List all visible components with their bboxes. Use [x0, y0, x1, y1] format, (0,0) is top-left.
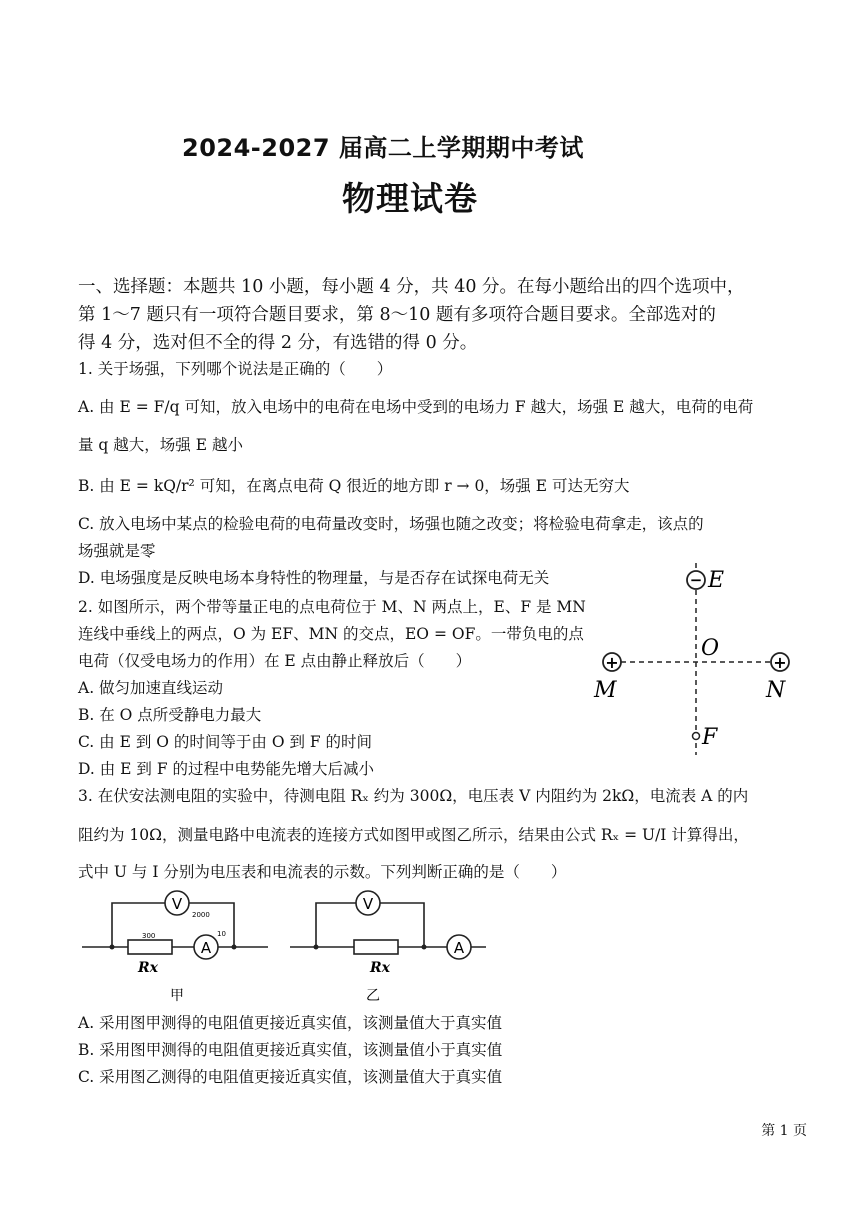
- label-o: O: [701, 636, 720, 661]
- resistor-rx: [354, 940, 398, 954]
- charge-m-sign: +: [605, 653, 619, 672]
- q1-option-c-line2: 场强就是零: [78, 542, 156, 560]
- q2-stem-line1: 2. 如图所示，两个带等量正电的点电荷位于 M、N 两点上，E、F 是 MN: [78, 598, 586, 616]
- label-e: E: [708, 568, 725, 593]
- q1-option-d: D. 电场强度是反映电场本身特性的物理量，与是否存在试探电荷无关: [78, 569, 550, 587]
- q3-stem-line2: 阻约为 10Ω，测量电路中电流表的连接方式如图甲或图乙所示，结果由公式 Rₓ = U/I 计算得出，: [78, 826, 749, 844]
- caption-yi: 乙: [366, 988, 380, 1004]
- junction-right: [232, 945, 237, 950]
- ammeter-note: 10: [217, 930, 226, 938]
- q2-option-c: C. 由 E 到 O 的时间等于由 O 到 F 的时间: [78, 733, 373, 751]
- caption-jia: 甲: [170, 988, 184, 1004]
- voltmeter-label: V: [171, 895, 183, 913]
- q1-option-a-line2: 量 q 越大，场强 E 越小: [78, 436, 243, 454]
- q3-option-c: C. 采用图乙测得的电阻值更接近真实值，该测量值大于真实值: [78, 1068, 503, 1086]
- q2-stem-line2: 连线中垂线上的两点，O 为 EF、MN 的交点，EO = OF。一带负电的点: [78, 625, 584, 643]
- junction-left: [314, 945, 319, 950]
- charge-diagram: [590, 555, 810, 760]
- q2-option-a: A. 做匀加速直线运动: [78, 679, 224, 697]
- q2-option-d: D. 由 E 到 F 的过程中电势能先增大后减小: [78, 760, 375, 778]
- charge-n-sign: +: [773, 653, 787, 672]
- q1-option-c-line1: C. 放入电场中某点的检验电荷的电荷量改变时，场强也随之改变；将检验电荷拿走，该点的: [78, 515, 704, 533]
- q3-option-a: A. 采用图甲测得的电阻值更接近真实值，该测量值大于真实值: [78, 1014, 503, 1032]
- q2-stem-line3: 电荷（仅受电场力的作用）在 E 点由静止释放后（ ）: [78, 652, 472, 670]
- resistor-label: Rx: [370, 960, 390, 976]
- circuit-yi: [290, 886, 490, 1006]
- page-title: 2024-2027 届高二上学期期中考试: [182, 134, 584, 162]
- point-f-dot: [693, 733, 700, 740]
- q3-stem-line3: 式中 U 与 I 分别为电压表和电流表的示数。下列判断正确的是（ ）: [78, 863, 567, 881]
- q1-option-a-line1: A. 由 E = F/q 可知，放入电场中的电荷在电场中受到的电场力 F 越大，场强 E 越大，电荷的电荷: [78, 398, 754, 416]
- section-heading-line1: 一、选择题：本题共 10 小题，每小题 4 分，共 40 分。在每小题给出的四个选项中，: [78, 277, 745, 297]
- q1-stem: 1. 关于场强，下列哪个说法是正确的（ ）: [78, 360, 393, 378]
- charge-e-sign: −: [689, 571, 703, 589]
- page-number: 第 1 页: [761, 1123, 807, 1139]
- section-heading-line2: 第 1～7 题只有一项符合题目要求，第 8～10 题有多项符合题目要求。全部选对的: [78, 305, 716, 325]
- resistor-note: 300: [142, 932, 156, 940]
- section-heading-line3: 得 4 分，选对但不全的得 2 分，有选错的得 0 分。: [78, 333, 478, 353]
- label-n: N: [766, 678, 786, 703]
- voltmeter-note: 2000: [192, 911, 210, 919]
- q3-option-b: B. 采用图甲测得的电阻值更接近真实值，该测量值小于真实值: [78, 1041, 503, 1059]
- circuit-jia: [82, 886, 272, 1006]
- page-subtitle: 物理试卷: [342, 179, 478, 218]
- q3-stem-line1: 3. 在伏安法测电阻的实验中，待测电阻 Rₓ 约为 300Ω，电压表 V 内阻约为 2kΩ，电流表 A 的内: [78, 787, 749, 805]
- label-f: F: [702, 725, 718, 750]
- q1-option-b: B. 由 E = kQ/r² 可知，在离点电荷 Q 很近的地方即 r → 0，场强 E 可达无穷大: [78, 477, 630, 495]
- junction-right: [422, 945, 427, 950]
- ammeter-label: A: [453, 939, 465, 957]
- resistor-label: Rx: [138, 960, 158, 976]
- q2-option-b: B. 在 O 点所受静电力最大: [78, 706, 262, 724]
- label-m: M: [594, 678, 617, 703]
- resistor-rx: [128, 940, 172, 954]
- junction-left: [110, 945, 115, 950]
- ammeter-label: A: [200, 939, 212, 957]
- voltmeter-label: V: [362, 895, 374, 913]
